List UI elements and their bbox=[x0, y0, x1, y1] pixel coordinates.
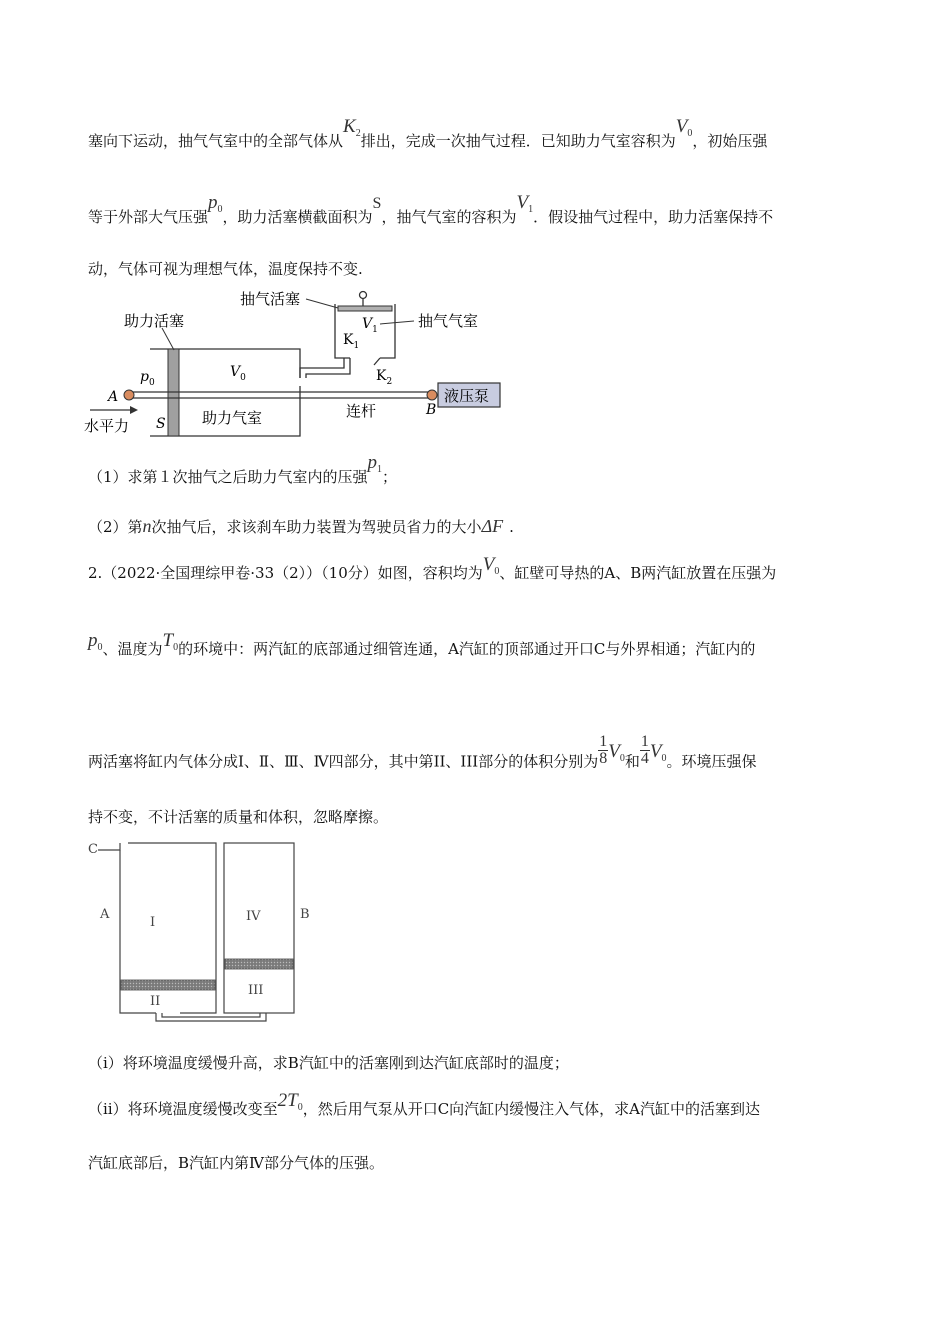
math-n: n bbox=[142, 516, 152, 536]
paragraph-10: 汽缸底部后，B汽缸内第Ⅳ部分气体的压强。 bbox=[88, 1154, 385, 1172]
label-part-i: I bbox=[150, 915, 156, 930]
label-p0: $p_0$ bbox=[140, 369, 155, 388]
pump-piston bbox=[338, 306, 392, 311]
pump-chamber-wall-right bbox=[380, 304, 395, 358]
math-t0: $T_0$ bbox=[162, 630, 179, 653]
math-s: S bbox=[372, 195, 382, 212]
math-v1: $V_1$ bbox=[516, 192, 534, 215]
opening-c bbox=[98, 843, 120, 850]
question-i: （i）将环境温度缓慢升高，求B汽缸中的活塞刚到达汽缸底部时的温度； bbox=[88, 1054, 569, 1072]
label-pump-piston: 抽气活塞 bbox=[240, 290, 301, 308]
label-a: A bbox=[108, 389, 119, 405]
leader-pump-chamber bbox=[380, 321, 414, 324]
label-v0: $V_0$ bbox=[230, 364, 246, 383]
valve-k2 bbox=[374, 358, 380, 365]
math-delta-f: ΔF bbox=[481, 516, 504, 536]
label-b-cyl: B bbox=[300, 907, 310, 922]
label-s: S bbox=[156, 416, 166, 432]
math-v0-2: $V_0$ bbox=[482, 554, 500, 577]
question-2: （2）第n次抽气后，求该刹车助力装置为驾驶员省力的大小ΔF . bbox=[88, 516, 514, 536]
label-part-ii: II bbox=[150, 994, 161, 1009]
label-force: 水平力 bbox=[84, 417, 130, 435]
label-k2: $K_2$ bbox=[376, 368, 393, 387]
leader-pump-piston bbox=[306, 299, 338, 308]
label-v1: $V_1$ bbox=[362, 316, 378, 335]
pump-chamber-wall bbox=[335, 304, 350, 358]
piston-b bbox=[225, 959, 293, 969]
label-k1: $K_1$ bbox=[343, 332, 360, 351]
math-k2: $K_2$ bbox=[343, 116, 361, 139]
question-1: （1）求第１次抽气之后助力气室内的压强$p_1$； bbox=[88, 452, 398, 486]
point-b bbox=[427, 390, 437, 400]
label-assist-chamber: 助力气室 bbox=[202, 409, 263, 427]
paragraph-6: 两活塞将缸内气体分成Ⅰ、Ⅱ、Ⅲ、Ⅳ四部分，其中第II、III部分的体积分别为 $\frac{1}{8}$ $V_0$和 $\frac{1}{4}$ $V_0$。环境压强保 bbox=[88, 733, 757, 771]
question-ii: （ⅱ）将环境温度缓慢改变至$2T_0$，然后用气泵从开口C向汽缸内缓慢注入气体，求A汽缸中的活塞到达 bbox=[88, 1090, 761, 1118]
leader-assist-piston bbox=[162, 328, 174, 350]
problem-2-intro: 2.（2022·全国理综甲卷·33（2））（10分）如图，容积均为$V_0$、缸壁可导热的A、B两汽缸放置在压强为 bbox=[88, 554, 777, 582]
fraction-one-quarter: $\frac{1}{4}$ bbox=[640, 733, 649, 767]
figure-cylinders bbox=[84, 838, 324, 1028]
math-p0: $p_0$ bbox=[208, 192, 223, 215]
math-2t0: $2T_0$ bbox=[277, 1090, 303, 1113]
math-p0-2: $p_0$ bbox=[88, 630, 103, 653]
piston-a bbox=[121, 980, 215, 990]
fraction-one-eighth: $\frac{1}{8}$ bbox=[599, 733, 608, 767]
label-c: C bbox=[88, 842, 98, 857]
label-rod: 连杆 bbox=[346, 402, 377, 420]
paragraph-3: 动，气体可视为理想气体，温度保持不变. bbox=[88, 260, 363, 278]
paragraph-1: 塞向下运动，抽气气室中的全部气体从$K_2$排出，完成一次抽气过程．已知助力气室容积为$V_0$，初始压强 bbox=[88, 116, 768, 150]
label-part-iii: III bbox=[248, 983, 264, 998]
math-v0: $V_0$ bbox=[675, 116, 693, 139]
paragraph-5: $p_0$、温度为$T_0$的环境中：两汽缸的底部通过细管连通，A汽缸的顶部通过开口C与外界相通；汽缸内的 bbox=[88, 630, 756, 658]
label-pump-chamber: 抽气气室 bbox=[418, 312, 479, 330]
math-p1: $p_1$ bbox=[367, 452, 383, 475]
connecting-pipe-inner bbox=[306, 368, 350, 378]
pump-piston-knob bbox=[360, 292, 367, 299]
math-v0-3: $V_0$ bbox=[608, 740, 625, 764]
math-v0-4: $V_0$ bbox=[649, 740, 667, 764]
point-a bbox=[124, 390, 134, 400]
label-part-iv: IV bbox=[246, 909, 261, 924]
label-hydraulic-pump: 液压泵 bbox=[444, 387, 490, 405]
paragraph-7: 持不变，不计活塞的质量和体积，忽略摩擦。 bbox=[88, 808, 389, 826]
label-assist-piston: 助力活塞 bbox=[124, 312, 185, 330]
figure-brake-assist bbox=[80, 286, 520, 446]
label-a-cyl: A bbox=[100, 907, 110, 922]
label-b: B bbox=[426, 402, 437, 418]
paragraph-2: 等于外部大气压强$p_0$，助力活塞横截面积为S，抽气气室的容积为$V_1$．假设抽气过程中，助力活塞保持不 bbox=[88, 192, 774, 226]
force-arrowhead bbox=[130, 406, 138, 414]
